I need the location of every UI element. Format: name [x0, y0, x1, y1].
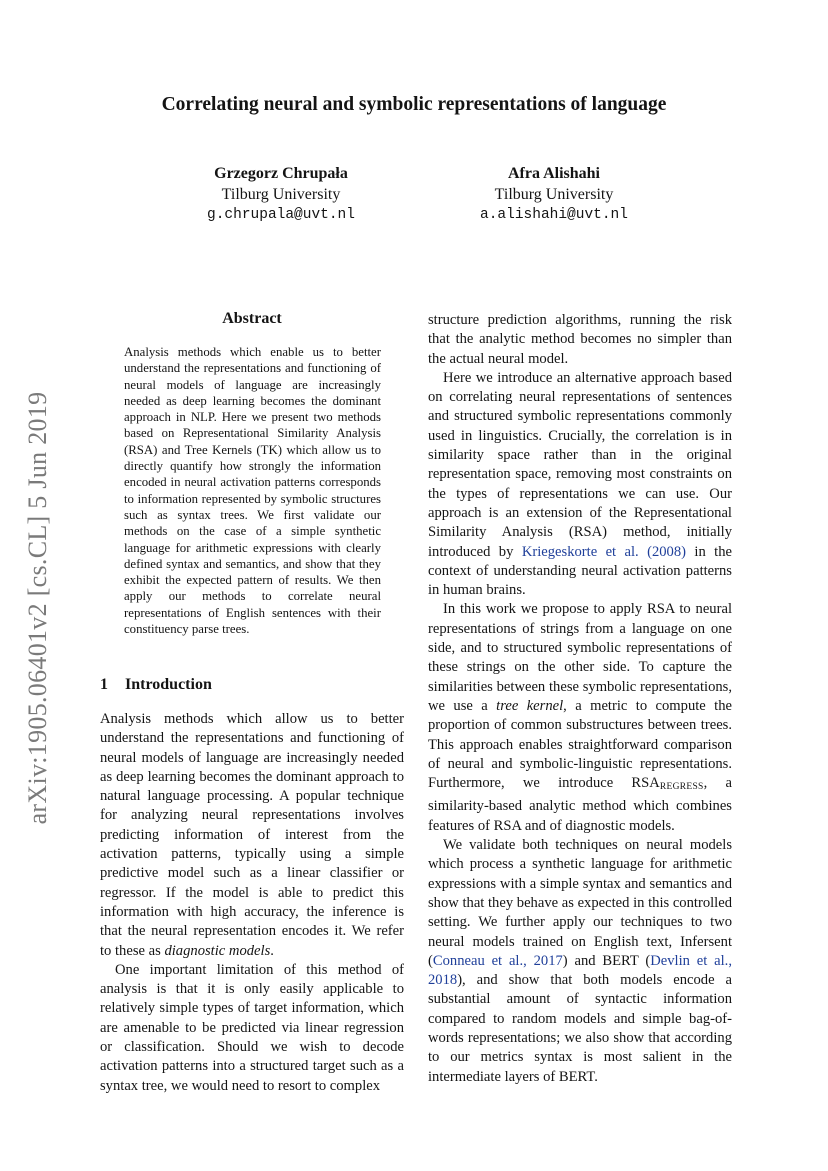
arxiv-watermark [16, 378, 60, 838]
author-email: a.alishahi@uvt.nl [480, 207, 628, 223]
paragraph: Here we introduce an alternative approach based on correlating neural representations of sentences and structured symbolic representations commonly used in linguistics. Crucially, the correlation is in similarity space rather than in the original representation space, removing most constraints on the types of representations we can use. Our approach is an extension of the Representational Similarity Analysis (RSA) method, initially introduced by Kriegeskorte et al. (2008) in the context of understanding neural activation patterns in human brains. [428, 369, 732, 599]
left-column [100, 710, 404, 1096]
paragraph: structure prediction algorithms, running the risk that the analytic method becomes no simpler than the actual neural model. [428, 312, 732, 367]
author-block-2 [456, 163, 652, 226]
section-heading [100, 676, 404, 694]
paragraph: We validate both techniques on neural models which process a synthetic language for arithmetic expressions with a simple syntax and semantics and show that they behave as expected in this controlled setting. We further apply our techniques to two neural models trained on English text, Infersent (Conneau et al., 2017) and BERT (Devlin et al., 2018), and show that both models encode a substantial amount of syntactic information compared to random models and simple bag-of-words representations; we also show that according to our metrics syntax is most salient in the intermediate layers of BERT. [428, 837, 732, 1085]
author-name: Afra Alishahi [507, 165, 600, 182]
section-number: 1 [100, 676, 108, 693]
right-column [428, 311, 732, 1087]
emphasis: diagnostic models [164, 942, 271, 959]
subscript: REGRESS [659, 782, 704, 793]
citation-link[interactable]: Conneau et al., 2017 [432, 952, 563, 969]
paper-title: Correlating neural and symbolic representations of language [161, 94, 667, 115]
paragraph: Analysis methods which allow us to better understand the representations and functioning of neural models of language are increasingly needed as deep learning becomes the dominant approach to natural language processing. A popular technique for analyzing neural representations involves predicting information of interest from the activation patterns, typically using a simple predictive model such as a linear classifier or regressor. If the model is able to predict this information with high accuracy, the inference is that the neural representation encodes it. We refer to these as diagnostic models. [100, 711, 404, 959]
emphasis: tree kernel [496, 697, 564, 714]
section-title: Introduction [125, 676, 212, 693]
author-affiliation: Tilburg University [494, 186, 614, 203]
author-block-1 [186, 163, 376, 226]
author-name: Grzegorz Chrupała [214, 165, 348, 182]
arxiv-id: arXiv:1905.06401v2 [cs.CL] 5 Jun 2019 [23, 391, 52, 825]
paragraph: In this work we propose to apply RSA to neural representations of strings from a language on one side, and to structured symbolic representations of these strings on the other side. To capture the similarities between these symbolic representations, we use a tree kernel, a metric to compute the proportion of common substructures between trees. This approach enables straightforward comparison of neural and symbolic-linguistic representations. Furthermore, we introduce RSAREGRESS, a similarity-based analytic method which combines features of RSA and of diagnostic models. [428, 601, 733, 834]
citation-link[interactable]: Kriegeskorte et al. (2008) [521, 543, 687, 560]
author-affiliation: Tilburg University [221, 186, 341, 203]
abstract-heading: Abstract [222, 310, 282, 327]
author-email: g.chrupala@uvt.nl [207, 207, 355, 223]
citation-link[interactable]: Devlin et al., 2018 [428, 952, 732, 989]
abstract-text: Analysis methods which enable us to better understand the representations and functioning of neural models of language are increasingly needed as deep learning becomes the dominant approach in NLP. Here we present two methods based on Representational Similarity Analysis (RSA) and Tree Kernels (TK) which allow us to directly quantify how strongly the information encoded in neural activation patterns corresponds to information represented by symbolic structures such as syntax trees. We first validate our methods on the case of a simple synthetic language for arithmetic expressions with clearly defined syntax and semantics, and show that they exhibit the expected pattern of results. We then apply our methods to correlate neural representations of English sentences with their constituency parse trees. [124, 345, 381, 637]
paragraph: One important limitation of this method of analysis is that it is only easily applicable to relatively simple types of target information, which are amenable to be predicted via linear regression or classification. Should we wish to decode activation patterns into a structured target such as a syntax tree, we would need to resort to complex [100, 961, 404, 1094]
